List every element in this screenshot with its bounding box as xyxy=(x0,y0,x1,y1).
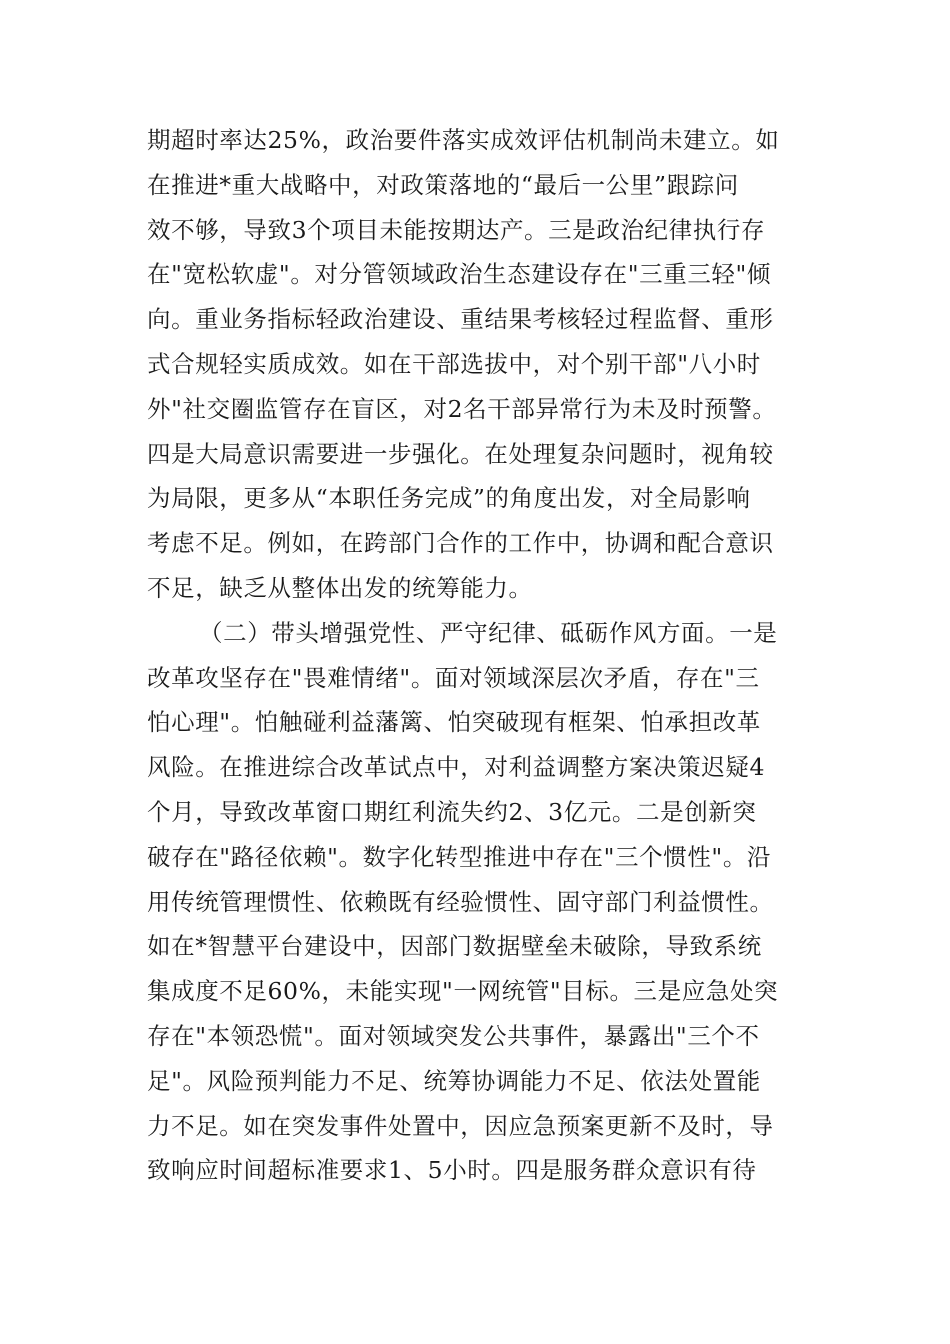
text-line: 不足，缺乏从整体出发的统筹能力。 xyxy=(147,573,533,602)
text-line: 在推进*重大战略中，对政策落地的“最后一公里”跟踪问 xyxy=(147,170,739,199)
text-line: 式合规轻实质成效。如在干部选拔中，对个别干部"八小时 xyxy=(147,349,761,378)
text-line: 效不够，导致3个项目未能按期达产。三是政治纪律执行存 xyxy=(147,215,766,244)
text-line: 外"社交圈监管存在盲区，对2名干部异常行为未及时预警。 xyxy=(147,394,777,423)
text-line: 集成度不足60%，未能实现"一网统管"目标。三是应急处突 xyxy=(147,977,779,1006)
text-line: 期超时率达25%，政治要件落实成效评估机制尚未建立。如 xyxy=(147,126,780,154)
text-line: 改革攻坚存在"畏难情绪"。面对领域深层次矛盾，存在"三 xyxy=(147,663,760,692)
document-body xyxy=(147,118,817,1193)
text-line: 怕心理"。怕触碰利益藩篱、怕突破现有框架、怕承担改革 xyxy=(147,708,761,737)
text-line: 考虑不足。例如，在跨部门合作的工作中，协调和配合意识 xyxy=(147,529,774,558)
text-line: 致响应时间超标准要求1、5小时。四是服务群众意识有待 xyxy=(147,1156,757,1185)
text-line: 存在"本领恐慌"。面对领域突发公共事件，暴露出"三个不 xyxy=(147,1021,760,1050)
text-line: 在"宽松软虚"。对分管领域政治生态建设存在"三重三轻"倾 xyxy=(147,260,772,289)
text-line: 用传统管理惯性、依赖既有经验惯性、固守部门利益惯性。 xyxy=(147,887,774,916)
text-line: 如在*智慧平台建设中，因部门数据壁垒未破除，导致系统 xyxy=(147,932,762,961)
text-line: 足"。风险预判能力不足、统筹协调能力不足、依法处置能 xyxy=(147,1066,761,1095)
text-line: 个月，导致改革窗口期红利流失约2、3亿元。二是创新突 xyxy=(147,797,757,826)
text-line: 向。重业务指标轻政治建设、重结果考核轻过程监督、重形 xyxy=(147,305,774,334)
text-line: 破存在"路径依赖"。数字化转型推进中存在"三个惯性"。沿 xyxy=(147,842,772,871)
text-line: 力不足。如在突发事件处置中，因应急预案更新不及时，导 xyxy=(147,1111,774,1140)
text-line: 四是大局意识需要进一步强化。在处理复杂问题时，视角较 xyxy=(147,439,774,468)
section-heading-line: （二）带头增强党性、严守纪律、砥砺作风方面。一是 xyxy=(199,618,778,647)
text-line: 为局限，更多从“本职任务完成”的角度出发，对全局影响 xyxy=(147,484,751,513)
text-line: 风险。在推进综合改革试点中，对利益调整方案决策迟疑4 xyxy=(147,753,766,782)
